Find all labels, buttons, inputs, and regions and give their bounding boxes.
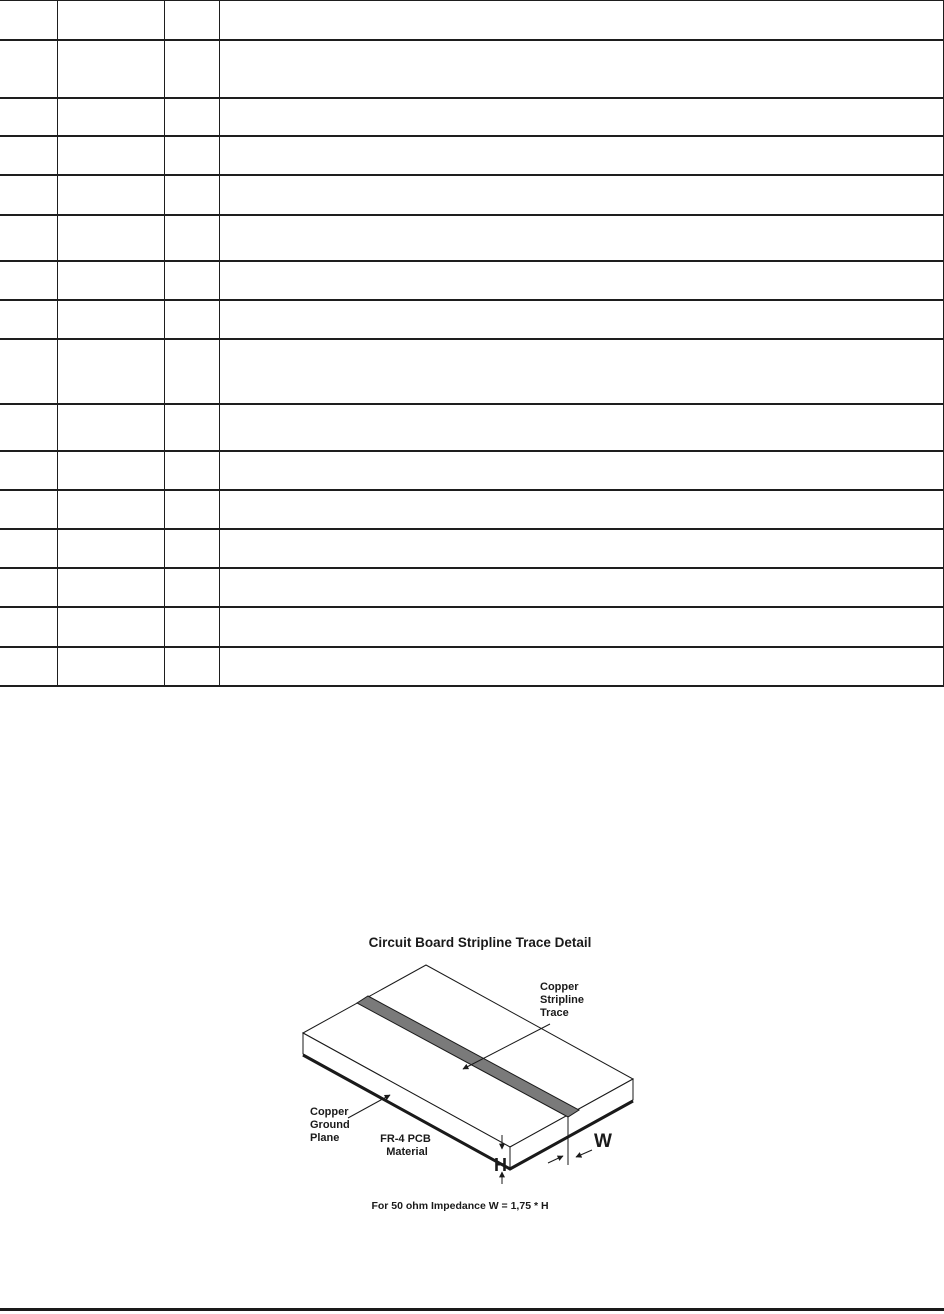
table-cell xyxy=(0,490,57,529)
material-label: FR-4 PCB Material xyxy=(380,1133,431,1158)
table-row xyxy=(0,300,944,339)
table-row xyxy=(0,98,944,136)
table-cell xyxy=(219,1,944,40)
table-row xyxy=(0,136,944,175)
table-row xyxy=(0,529,944,568)
table-cell xyxy=(0,339,57,404)
table-cell xyxy=(164,490,219,529)
table-cell xyxy=(0,451,57,490)
table-cell xyxy=(57,261,164,300)
table-cell xyxy=(219,300,944,339)
table-cell xyxy=(219,607,944,646)
table-cell xyxy=(57,451,164,490)
trace-label: Copper Stripline Trace xyxy=(540,981,585,1019)
table-cell xyxy=(164,607,219,646)
w-dim-arrow-left xyxy=(548,1156,563,1163)
table-row xyxy=(0,1,944,40)
table-cell xyxy=(57,300,164,339)
table-cell xyxy=(219,404,944,450)
ground-plane-label: Copper Ground Plane xyxy=(310,1106,350,1144)
table-cell xyxy=(57,647,164,686)
table-cell xyxy=(0,300,57,339)
table-cell xyxy=(164,98,219,136)
table-cell xyxy=(57,175,164,214)
table-cell xyxy=(164,339,219,404)
table-cell xyxy=(57,568,164,607)
table-cell xyxy=(57,607,164,646)
table-cell xyxy=(57,215,164,261)
table-cell xyxy=(57,1,164,40)
impedance-formula: For 50 ohm Impedance W = 1,75 * H xyxy=(371,1200,549,1212)
table-cell xyxy=(0,215,57,261)
table-cell xyxy=(57,490,164,529)
w-dim-arrow-right xyxy=(576,1150,592,1157)
table-row xyxy=(0,175,944,214)
table-cell xyxy=(219,451,944,490)
table-cell xyxy=(164,568,219,607)
table-row xyxy=(0,568,944,607)
table-row xyxy=(0,607,944,646)
figure-title: Circuit Board Stripline Trace Detail xyxy=(368,935,592,950)
table-row xyxy=(0,404,944,450)
table-cell xyxy=(164,215,219,261)
table-row xyxy=(0,339,944,404)
table-cell xyxy=(57,404,164,450)
table-cell xyxy=(219,647,944,686)
stripline-diagram xyxy=(290,920,670,1220)
table-cell xyxy=(219,40,944,98)
table-cell xyxy=(164,261,219,300)
table-cell xyxy=(164,175,219,214)
table-row xyxy=(0,647,944,686)
footer-rule xyxy=(0,1308,944,1311)
table-cell xyxy=(219,490,944,529)
table-cell xyxy=(0,261,57,300)
table-row xyxy=(0,490,944,529)
table-cell xyxy=(164,40,219,98)
table-cell xyxy=(164,529,219,568)
table-cell xyxy=(0,136,57,175)
table-cell xyxy=(57,40,164,98)
table-cell xyxy=(219,339,944,404)
table-cell xyxy=(0,404,57,450)
table-cell xyxy=(0,98,57,136)
table-cell xyxy=(164,451,219,490)
table-cell xyxy=(219,215,944,261)
table-cell xyxy=(0,607,57,646)
table-cell xyxy=(219,136,944,175)
table-cell xyxy=(0,175,57,214)
table-cell xyxy=(0,529,57,568)
table-cell xyxy=(0,568,57,607)
table-cell xyxy=(164,300,219,339)
w-dim-label: W xyxy=(594,1131,612,1152)
table-cell xyxy=(57,98,164,136)
table-cell xyxy=(57,339,164,404)
table-row xyxy=(0,40,944,98)
table-cell xyxy=(164,136,219,175)
stripline-figure xyxy=(290,920,670,1220)
table-cell xyxy=(57,136,164,175)
table-cell xyxy=(164,404,219,450)
table-cell xyxy=(164,1,219,40)
table-cell xyxy=(0,1,57,40)
table-cell xyxy=(219,568,944,607)
table-cell xyxy=(219,261,944,300)
table-cell xyxy=(57,529,164,568)
table-cell xyxy=(219,529,944,568)
table-row xyxy=(0,261,944,300)
table-cell xyxy=(0,40,57,98)
table-cell xyxy=(164,647,219,686)
table-row xyxy=(0,451,944,490)
table-cell xyxy=(0,647,57,686)
h-dim-label: H xyxy=(494,1155,507,1175)
pin-table-body xyxy=(0,1,944,687)
table-cell xyxy=(219,98,944,136)
ground-leader-arrow xyxy=(348,1095,390,1118)
table-row xyxy=(0,215,944,261)
table-cell xyxy=(219,175,944,214)
